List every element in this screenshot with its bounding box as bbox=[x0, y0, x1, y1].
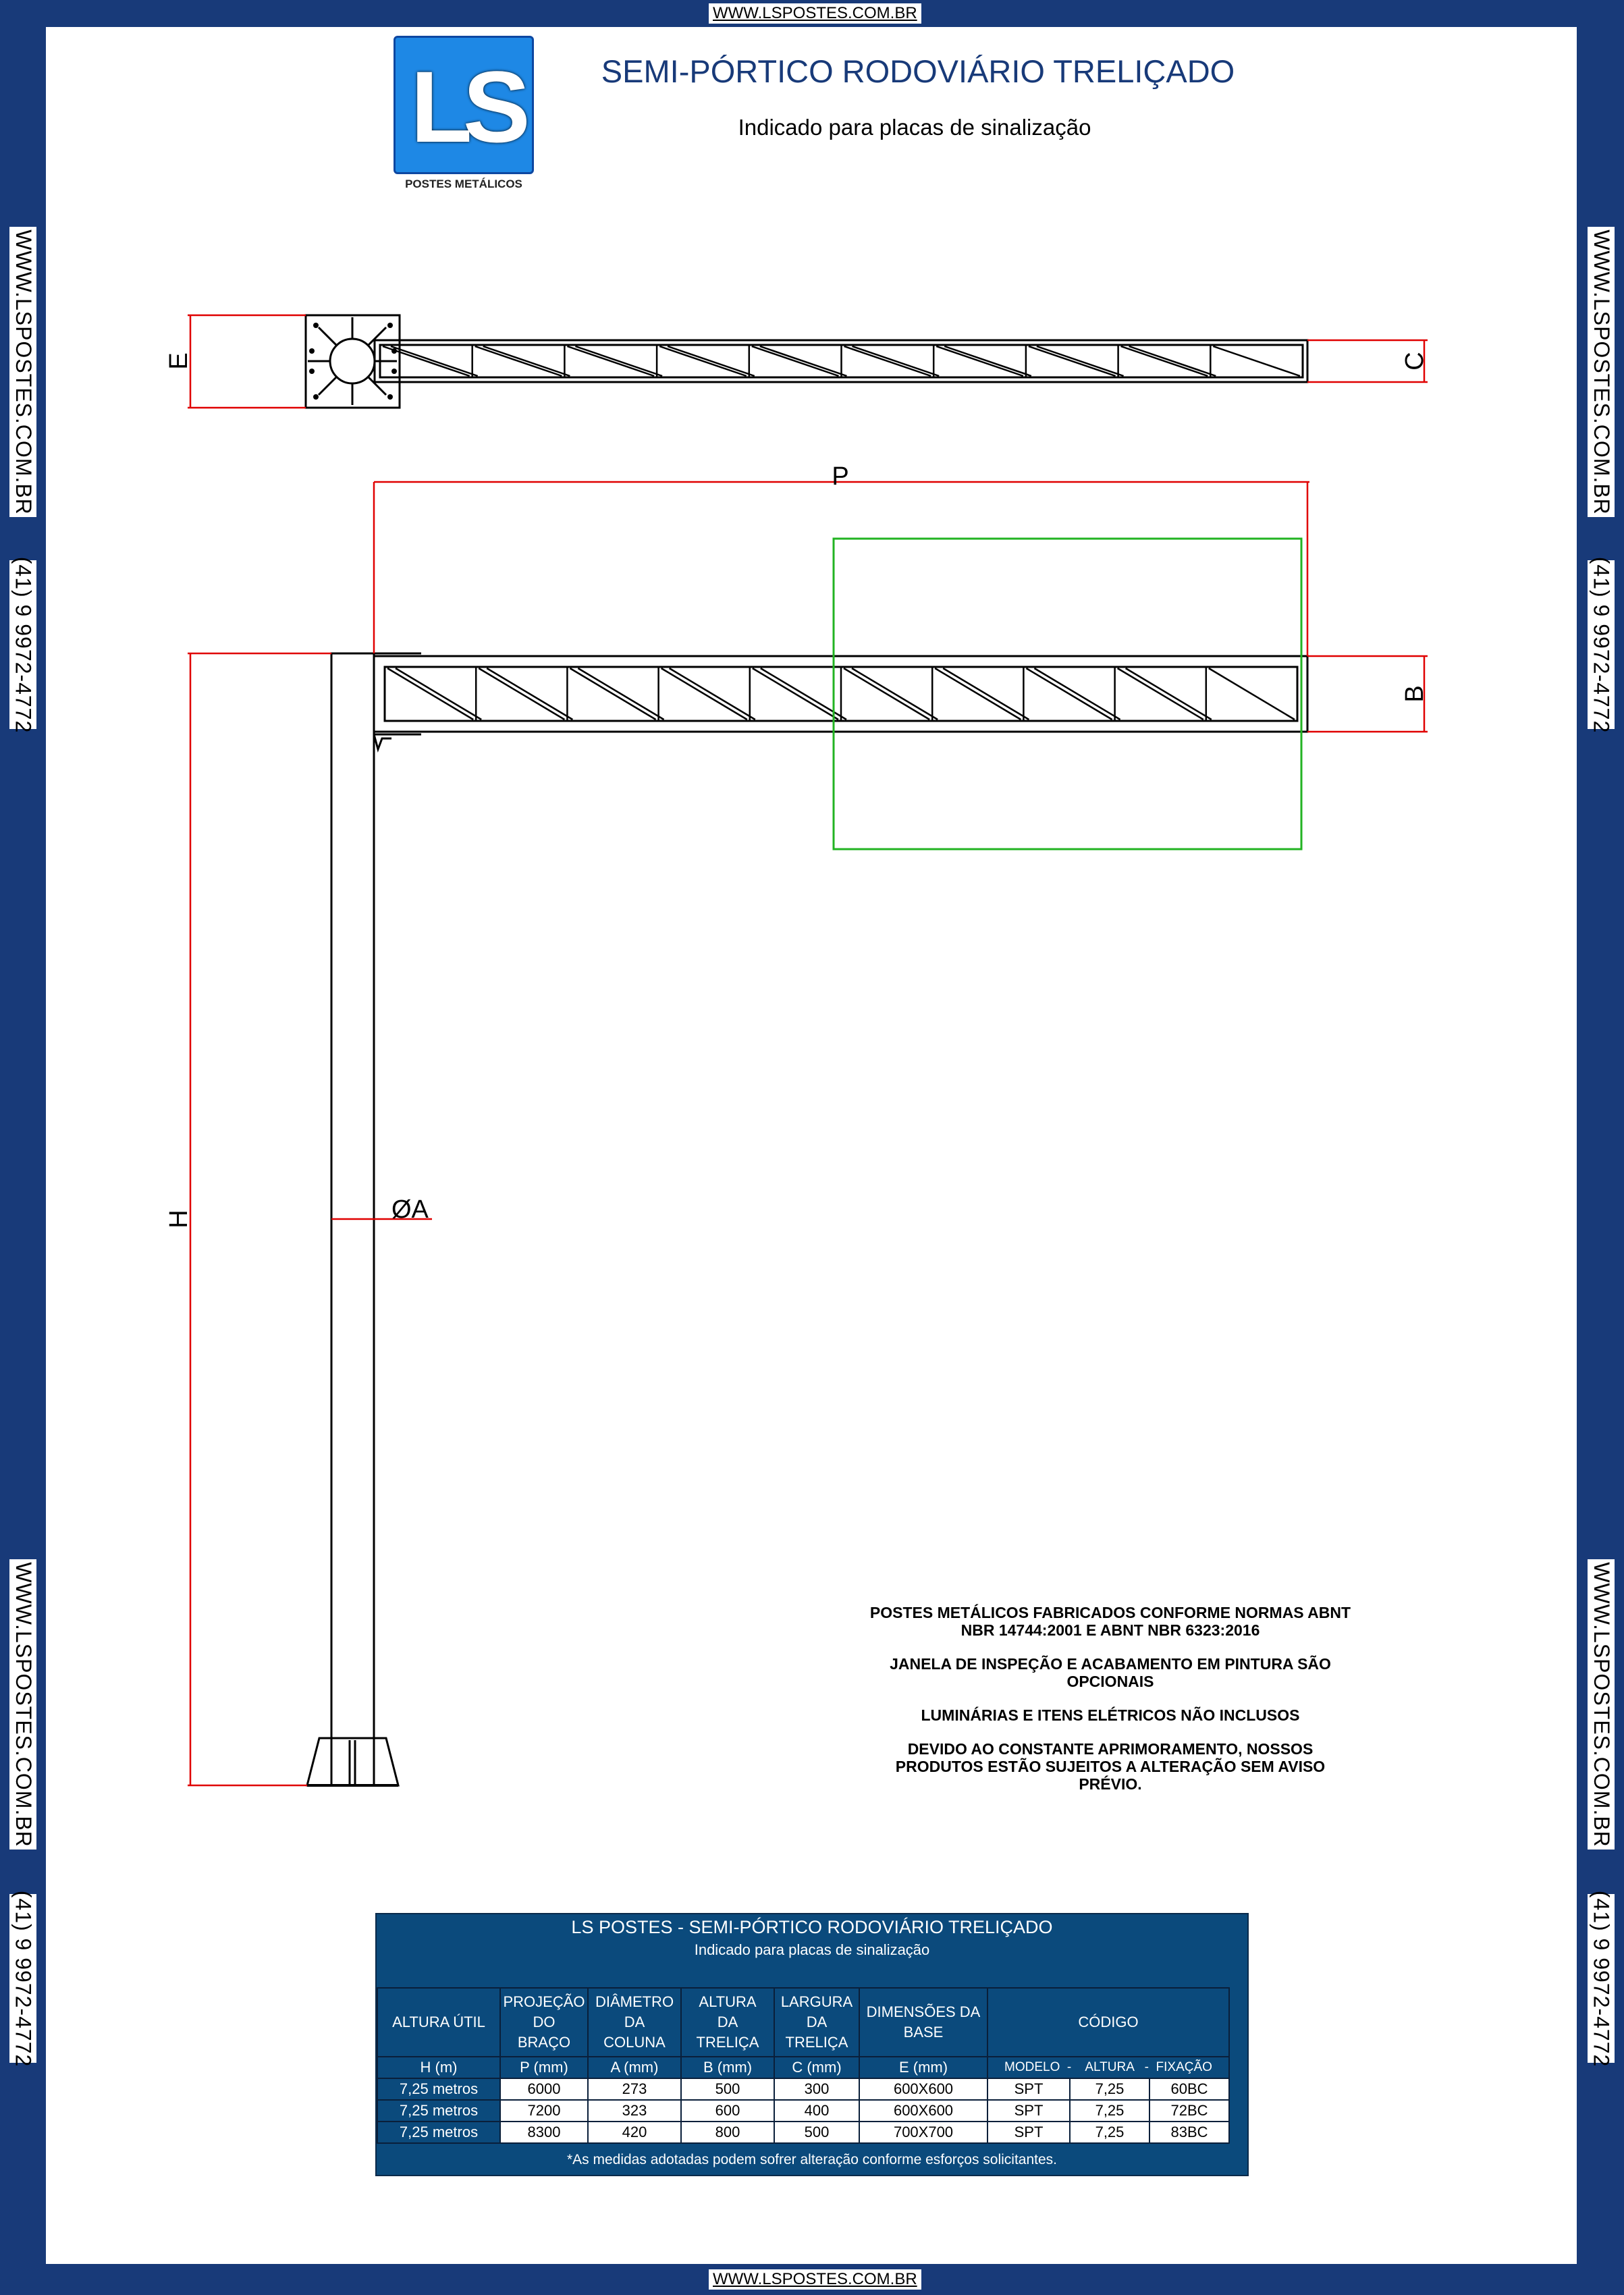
cell-fixacao: 72BC bbox=[1149, 2100, 1229, 2122]
cell-fixacao: 60BC bbox=[1149, 2078, 1229, 2100]
truss-top-diagonal bbox=[760, 346, 847, 376]
truss-elev-diagonal bbox=[935, 668, 1021, 720]
cell-altura: 7,25 metros bbox=[377, 2122, 500, 2143]
col-header-largura-trelica: LARGURA DA TRELIÇA bbox=[774, 1988, 859, 2057]
truss-elev-diagonal bbox=[1034, 668, 1120, 720]
arm-bracket bbox=[374, 734, 391, 749]
truss-top-diagonal bbox=[567, 346, 654, 376]
truss-top-diagonal bbox=[1121, 346, 1208, 376]
cell-largura-trelica: 400 bbox=[774, 2100, 859, 2122]
spec-table-subtitle: Indicado para placas de sinalização bbox=[694, 1941, 930, 1958]
truss-top-diagonal bbox=[575, 346, 662, 376]
dim-label-diameter: ØA bbox=[391, 1195, 429, 1224]
col-header-altura: ALTURA ÚTIL bbox=[377, 1988, 500, 2057]
cell-altura-trelica: 800 bbox=[681, 2122, 774, 2143]
side-url-left-top: WWW.LSPOSTES.COM.BR bbox=[9, 227, 36, 517]
col-header-projecao: PROJEÇÃO DO BRAÇO bbox=[500, 1988, 588, 2057]
note-inspection-window: JANELA DE INSPEÇÃO E ACABAMENTO EM PINTURA SÃO OPCIONAIS bbox=[890, 1655, 1331, 1690]
col-header-base: DIMENSÕES DA BASE bbox=[859, 1988, 987, 2057]
cell-base: 700X700 bbox=[859, 2122, 987, 2143]
cell-modelo: SPT bbox=[987, 2078, 1070, 2100]
truss-top-diagonal bbox=[659, 346, 747, 376]
truss-elev-diagonal bbox=[1118, 668, 1203, 720]
cell-altura-code: 7,25 bbox=[1070, 2122, 1149, 2143]
truss-elev-diagonal bbox=[844, 668, 929, 720]
unit-p: P (mm) bbox=[500, 2057, 588, 2078]
dim-label-h: H bbox=[165, 1210, 193, 1228]
cell-largura-trelica: 500 bbox=[774, 2122, 859, 2143]
column-base bbox=[307, 1738, 398, 1785]
side-phone-left-top: (41) 9 9972-4772 bbox=[9, 560, 36, 729]
dim-label-c: C bbox=[1401, 352, 1429, 371]
unit-codigo: MODELO - ALTURA - FIXAÇÃO bbox=[987, 2057, 1229, 2078]
side-url-left-bottom: WWW.LSPOSTES.COM.BR bbox=[9, 1559, 36, 1850]
unit-h: H (m) bbox=[377, 2057, 500, 2078]
truss-elev-diagonal bbox=[661, 668, 747, 720]
table-row bbox=[377, 2100, 1229, 2122]
unit-a: A (mm) bbox=[588, 2057, 681, 2078]
unit-c: C (mm) bbox=[774, 2057, 859, 2078]
note-luminaires: LUMINÁRIAS E ITENS ELÉTRICOS NÃO INCLUSOS bbox=[921, 1706, 1300, 1724]
note-changes: DEVIDO AO CONSTANTE APRIMORAMENTO, NOSSOS PRODUTOS ESTÃO SUJEITOS A ALTERAÇÃO SEM AVISO PRÉVIO. bbox=[895, 1740, 1326, 1793]
col-header-altura-trelica: ALTURA DA TRELIÇA bbox=[681, 1988, 774, 2057]
truss-top-diagonal bbox=[852, 346, 940, 376]
truss-elev-diagonal bbox=[1126, 668, 1212, 720]
truss-elevation-diagonals bbox=[385, 667, 1295, 721]
truss-top-diagonal bbox=[752, 346, 839, 376]
truss-elev-diagonal bbox=[479, 668, 564, 720]
truss-elev-diagonal bbox=[396, 668, 481, 720]
truss-top-diagonal bbox=[1129, 346, 1216, 376]
page-subtitle: Indicado para placas de sinalização bbox=[738, 115, 1091, 140]
side-phone-right-top: (41) 9 9972-4772 bbox=[1588, 560, 1615, 729]
logo-letters: LS bbox=[410, 50, 521, 163]
truss-top-diagonal bbox=[1213, 346, 1300, 376]
dim-label-b: B bbox=[1401, 685, 1429, 703]
truss-elev-diagonal bbox=[387, 668, 473, 720]
base-gussets bbox=[308, 317, 397, 405]
cell-fixacao: 83BC bbox=[1149, 2122, 1229, 2143]
unit-e: E (mm) bbox=[859, 2057, 987, 2078]
truss-elev-diagonal bbox=[570, 668, 655, 720]
truss-top-diagonal bbox=[475, 346, 562, 376]
dim-label-e: E bbox=[165, 352, 193, 370]
website-link-top[interactable]: WWW.LSPOSTES.COM.BR bbox=[709, 3, 921, 24]
cell-projecao: 6000 bbox=[500, 2078, 588, 2100]
truss-top-diagonal bbox=[483, 346, 570, 376]
col-header-codigo: CÓDIGO bbox=[987, 1988, 1229, 2057]
cell-projecao: 7200 bbox=[500, 2100, 588, 2122]
cell-diametro: 273 bbox=[588, 2078, 681, 2100]
side-phone-right-bottom: (41) 9 9972-4772 bbox=[1588, 1894, 1615, 2063]
spec-table bbox=[377, 1987, 1230, 2144]
truss-elev-diagonal bbox=[670, 668, 755, 720]
cell-altura: 7,25 metros bbox=[377, 2078, 500, 2100]
truss-elev-diagonal bbox=[487, 668, 572, 720]
cell-base: 600X600 bbox=[859, 2100, 987, 2122]
unit-b: B (mm) bbox=[681, 2057, 774, 2078]
truss-top-diagonal bbox=[936, 346, 1023, 376]
truss-top-diagonal bbox=[1029, 346, 1116, 376]
cell-modelo: SPT bbox=[987, 2122, 1070, 2143]
cell-altura-code: 7,25 bbox=[1070, 2078, 1149, 2100]
truss-top-diagonals bbox=[380, 345, 1300, 377]
cell-altura: 7,25 metros bbox=[377, 2100, 500, 2122]
cell-projecao: 8300 bbox=[500, 2122, 588, 2143]
logo-caption: POSTES METÁLICOS bbox=[405, 178, 522, 190]
cell-modelo: SPT bbox=[987, 2100, 1070, 2122]
spec-table-panel bbox=[375, 1913, 1249, 2176]
cell-diametro: 323 bbox=[588, 2100, 681, 2122]
cell-altura-trelica: 600 bbox=[681, 2100, 774, 2122]
website-link-bottom[interactable]: WWW.LSPOSTES.COM.BR bbox=[709, 2269, 921, 2290]
dim-label-p: P bbox=[832, 462, 849, 491]
note-standards: POSTES METÁLICOS FABRICADOS CONFORME NORMAS ABNT NBR 14744:2001 E ABNT NBR 6323:2016 bbox=[869, 1604, 1351, 1639]
truss-top-diagonal bbox=[844, 346, 931, 376]
truss-elev-diagonal bbox=[1026, 668, 1112, 720]
truss-top-diagonal bbox=[668, 346, 755, 376]
side-url-right-top: WWW.LSPOSTES.COM.BR bbox=[1588, 227, 1615, 517]
page-title: SEMI-PÓRTICO RODOVIÁRIO TRELIÇADO bbox=[601, 53, 1235, 89]
spec-header-row bbox=[377, 1988, 1229, 2057]
cell-altura-code: 7,25 bbox=[1070, 2100, 1149, 2122]
truss-elev-diagonal bbox=[578, 668, 664, 720]
truss-top-diagonal bbox=[1037, 346, 1124, 376]
cell-base: 600X600 bbox=[859, 2078, 987, 2100]
side-phone-left-bottom: (41) 9 9972-4772 bbox=[9, 1894, 36, 2063]
col-header-diametro: DIÂMETRO DA COLUNA bbox=[588, 1988, 681, 2057]
spec-footnote: *As medidas adotadas podem sofrer alteração conforme esforços solicitantes. bbox=[566, 2152, 1058, 2167]
truss-elev-diagonal bbox=[943, 668, 1029, 720]
truss-elev-diagonal bbox=[852, 668, 938, 720]
cell-largura-trelica: 300 bbox=[774, 2078, 859, 2100]
truss-top-diagonal bbox=[391, 346, 478, 376]
top-view bbox=[306, 315, 1307, 408]
table-row bbox=[377, 2122, 1229, 2143]
truss-elev-diagonal bbox=[1209, 668, 1295, 720]
cell-diametro: 420 bbox=[588, 2122, 681, 2143]
side-url-right-bottom: WWW.LSPOSTES.COM.BR bbox=[1588, 1559, 1615, 1850]
truss-elev-diagonal bbox=[753, 668, 838, 720]
sign-plate-outline bbox=[834, 539, 1301, 849]
table-row bbox=[377, 2078, 1229, 2100]
truss-top-diagonal bbox=[944, 346, 1031, 376]
spec-table-title: LS POSTES - SEMI-PÓRTICO RODOVIÁRIO TRELIÇADO bbox=[571, 1917, 1053, 1937]
spec-units-row bbox=[377, 2057, 1229, 2078]
cell-altura-trelica: 500 bbox=[681, 2078, 774, 2100]
technical-notes bbox=[864, 1604, 1357, 1809]
